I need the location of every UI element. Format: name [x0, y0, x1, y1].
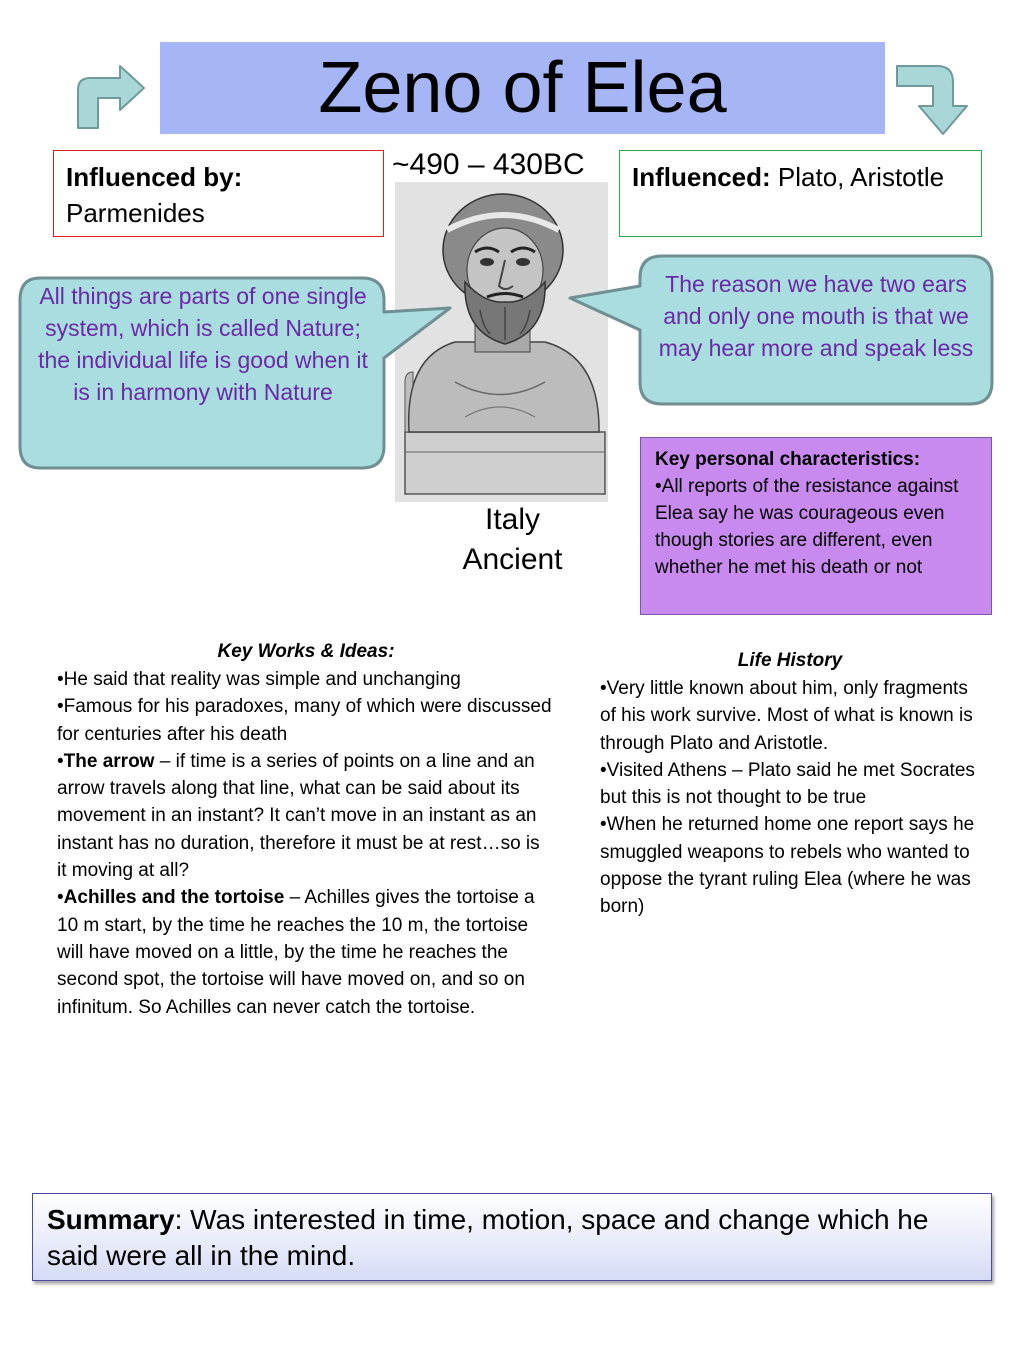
- summary-text: : Was interested in time, motion, space and change which he said were all in the mind.: [47, 1204, 929, 1271]
- right-quote-text: The reason we have two ears and only one mouth is that we may hear more and speak less: [658, 271, 974, 361]
- list-item: •The arrow – if time is a series of points on a line and an arrow travels along that line, what can be said about its movement in an instant? It can’t move in an instant as an instant has no duration, therefore it must be at rest…so is it moving at all?: [57, 750, 540, 882]
- key-works-heading: Key Works & Ideas:: [217, 641, 395, 662]
- list-item: •Visited Athens – Plato said he met Socrates but this is not thought to be true: [600, 759, 975, 809]
- arrow-paradox-title: The arrow: [63, 750, 155, 772]
- influenced-by-box: [53, 150, 384, 237]
- characteristics-heading: Key personal characteristics:: [655, 449, 921, 470]
- life-dates: ~490 – 430BC: [392, 148, 585, 181]
- influenced-by-label: Influenced by:: [66, 162, 243, 192]
- place-era: [440, 500, 585, 580]
- influenced-label: Influenced:: [632, 162, 771, 192]
- page-title: Zeno of Elea: [318, 48, 727, 128]
- influenced-box: [619, 150, 982, 237]
- list-item: •Very little known about him, only fragments of his work survive. Most of what is known is through Plato and Aristotle.: [600, 678, 973, 754]
- summary-label: Summary: [47, 1204, 175, 1235]
- era-label: Ancient: [462, 543, 563, 576]
- life-history-list: [600, 675, 985, 921]
- characteristics-item: •All reports of the resistance against Elea say he was courageous even though stories are different, even whether he met his death or not: [655, 476, 959, 578]
- previous-arrow-icon[interactable]: [70, 60, 150, 132]
- achilles-paradox-title: Achilles and the tortoise: [63, 887, 285, 909]
- key-works-list: [57, 666, 552, 1021]
- next-arrow-icon[interactable]: [893, 62, 973, 140]
- life-history-heading: Life History: [737, 650, 843, 671]
- list-item: •When he returned home one report says he smuggled weapons to rebels who wanted to oppose the tyrant ruling Elea (where he was born): [600, 814, 975, 918]
- influenced-value: Plato, Aristotle: [777, 162, 945, 192]
- summary-box: [32, 1193, 992, 1281]
- influenced-by-value: Parmenides: [66, 198, 205, 228]
- list-item: •He said that reality was simple and unchanging: [57, 669, 461, 690]
- list-item: •Famous for his paradoxes, many of which were discussed for centuries after his death: [57, 696, 552, 745]
- country-label: Italy: [484, 503, 541, 536]
- left-quote-text: All things are parts of one single system, which is called Nature; the individual life is good when it is in harmony with Nature: [38, 283, 368, 405]
- title-banner: [160, 42, 885, 134]
- key-characteristics-box: [640, 437, 992, 615]
- list-item: •Achilles and the tortoise – Achilles gives the tortoise a 10 m start, by the time he reaches the 10 m, the tortoise will have moved on a little, by the time he reaches the second spot, the tortoise will have moved on, and so on infinitum. So Achilles can never catch the tortoise.: [57, 887, 535, 1018]
